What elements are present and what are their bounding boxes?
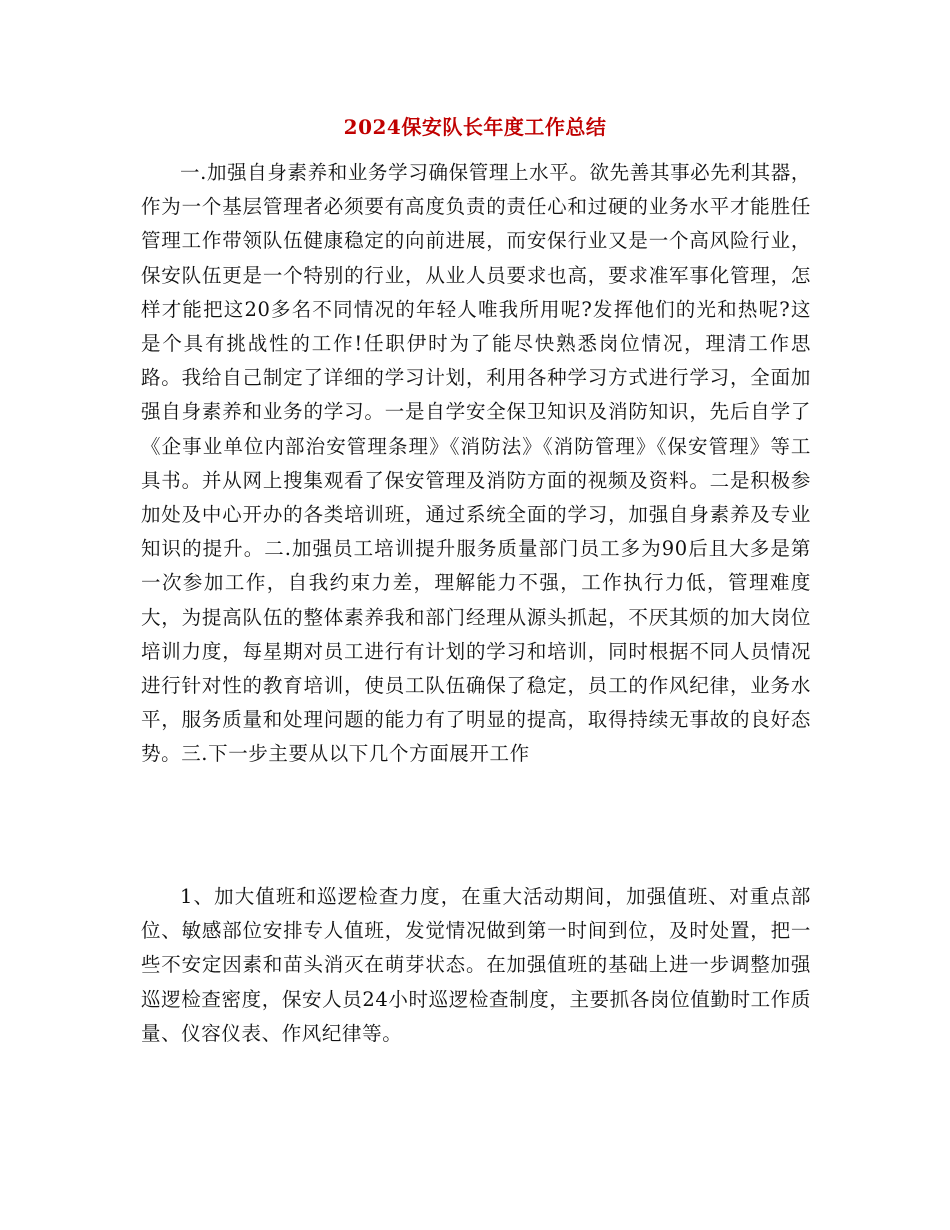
paragraph-1: 一.加强自身素养和业务学习确保管理上水平。欲先善其事必先利其器，作为一个基层管理者必须要有高度负责的责任心和过硬的业务水平才能胜任管理工作带领队伍健康稳定的向前进展，而安保行业又是一个高风险行业，保安队伍更是一个特别的行业，从业人员要求也高，要求准军事化管理，怎样才能把这20多名不同情况的年轻人唯我所用呢?发挥他们的光和热呢?这是个具有挑战性的工作!任职伊时为了能尽快熟悉岗位情况，理清工作思路。我给自己制定了详细的学习计划，利用各种学习方式进行学习，全面加强自身素养和业务的学习。一是自学安全保卫知识及消防知识，先后自学了《企事业单位内部治安管理条理》《消防法》《消防管理》《保安管理》等工具书。并从网上搜集观看了保安管理及消防方面的视频及资料。二是积极参加处及中心开办的各类培训班，通过系统全面的学习，加强自身素养及专业知识的提升。二.加强员工培训提升服务质量部门员工多为90后且大多是第一次参加工作，自我约束力差，理解能力不强，工作执行力低，管理难度大，为提高队伍的整体素养我和部门经理从源头抓起，不厌其烦的加大岗位培训力度，每星期对员工进行有计划的学习和培训，同时根据不同人员情况进行针对性的教育培训，使员工队伍确保了稳定，员工的作风纪律，业务水平，服务质量和处理问题的能力有了明显的提高，取得持续无事故的良好态势。三.下一步主要从以下几个方面展开工作 <box>141 161 811 766</box>
document-title: 2024保安队长年度工作总结 <box>343 115 607 139</box>
paragraph-2: 1、加大值班和巡逻检查力度，在重大活动期间，加强值班、对重点部位、敏感部位安排专人值班，发觉情况做到第一时间到位，及时处置，把一些不安定因素和苗头消灭在萌芽状态。在加强值班的基础上进一步调整加强巡逻检查密度，保安人员24小时巡逻检查制度，主要抓各岗位值勤时工作质量、仪容仪表、作风纪律等。 <box>141 885 811 1045</box>
